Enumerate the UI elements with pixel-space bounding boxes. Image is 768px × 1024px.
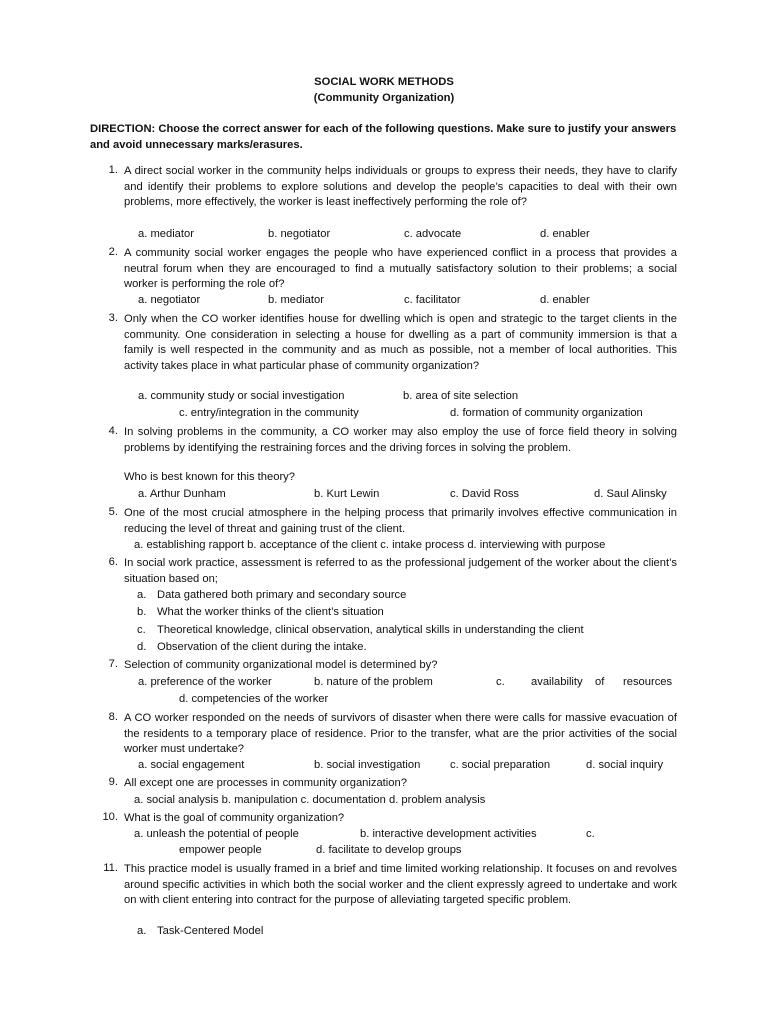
question-text: All except one are processes in community organization? <box>124 777 407 789</box>
option: a. Arthur Dunham <box>138 488 226 500</box>
question-number: 6. <box>108 556 118 568</box>
option: a. negotiator <box>138 294 201 306</box>
question-number: 10. <box>102 811 118 823</box>
options-line: a. establishing rapport b. acceptance of the client c. intake process d. interviewing with purpose <box>134 539 606 551</box>
option: a. preference of the worker <box>138 676 272 688</box>
question-text: What is the goal of community organization? <box>124 812 345 824</box>
question-number: 3. <box>108 312 118 324</box>
option: c. <box>586 828 595 840</box>
question-number: 1. <box>108 164 118 176</box>
option: a. social engagement <box>138 759 245 771</box>
question-text: One of the most crucial atmosphere in the helping process that primarily involves effective communication in reducing the level of threat and gaining trust of the client. <box>124 507 677 535</box>
question-text: Selection of community organizational model is determined by? <box>124 659 438 671</box>
option: c. advocate <box>404 228 462 240</box>
question-text: This practice model is usually framed in a brief and time limited working relationship. It focuses on and revolves around specific activities in which both the social worker and the client expressly agreed to undertake and work on with client entering into contract for the purpose of alleviating targeted specific problem. <box>124 863 677 906</box>
option: d. enabler <box>540 294 590 306</box>
list-item: Data gathered both primary and secondary source <box>157 589 407 601</box>
question-number: 11. <box>103 862 118 874</box>
option: b. Kurt Lewin <box>314 488 380 500</box>
question-text: In social work practice, assessment is referred to as the professional judgement of the worker about the client’s situation based on; <box>124 557 677 585</box>
document-title: SOCIAL WORK METHODS <box>314 76 454 88</box>
list-marker: a. <box>137 925 147 937</box>
option: b. mediator <box>268 294 324 306</box>
option: resources <box>623 676 673 688</box>
list-marker: d. <box>137 641 147 653</box>
option: d. facilitate to develop groups <box>316 844 462 856</box>
question-subtext: Who is best known for this theory? <box>124 471 295 483</box>
question-number: 4. <box>108 425 118 437</box>
question-text: Only when the CO worker identifies house for dwelling which is open and strategic to the target clients in the community. One consideration in selecting a house for dwelling as a part of community immersion is that a family is well respected in the community and as much as possible, not a member of local authorities. This activity takes place in what particular phase of community organization? <box>124 313 677 372</box>
option: a. unleash the potential of people <box>134 828 299 840</box>
question-number: 8. <box>108 711 118 723</box>
option: b. social investigation <box>314 759 421 771</box>
list-item: What the worker thinks of the client’s situation <box>157 606 384 618</box>
list-marker: a. <box>137 589 147 601</box>
option: a. mediator <box>138 228 194 240</box>
option: d. social inquiry <box>586 759 664 771</box>
option: b. interactive development activities <box>360 828 537 840</box>
option: d. Saul Alinsky <box>594 488 667 500</box>
option: d. formation of community organization <box>450 407 643 419</box>
option: c. David Ross <box>450 488 520 500</box>
list-marker: b. <box>137 606 147 618</box>
option: availability <box>531 676 583 688</box>
question-number: 7. <box>108 658 118 670</box>
directions: DIRECTION: Choose the correct answer for each of the following questions. Make sure to justify your answers and avoid unnecessary marks/erasures. <box>90 123 677 151</box>
question-text: A community social worker engages the people who have experienced conflict in a process that provides a neutral forum when they are encouraged to find a mutually satisfactory solution to their problems; a social worker is performing the role of? <box>124 247 677 290</box>
option: of <box>595 676 605 688</box>
option: c. facilitator <box>404 294 461 306</box>
list-item: Theoretical knowledge, clinical observation, analytical skills in understanding the client <box>157 624 584 636</box>
option: c. social preparation <box>450 759 551 771</box>
question-number: 9. <box>108 776 118 788</box>
option: c. entry/integration in the community <box>179 407 359 419</box>
option: d. enabler <box>540 228 590 240</box>
list-marker: c. <box>137 624 146 636</box>
document-subtitle: (Community Organization) <box>313 92 455 104</box>
question-number: 5. <box>108 506 118 518</box>
option: d. competencies of the worker <box>179 693 329 705</box>
options-line: a. social analysis b. manipulation c. documentation d. problem analysis <box>134 794 486 806</box>
list-item: Task-Centered Model <box>157 925 264 937</box>
option: c. <box>496 676 505 688</box>
option: a. community study or social investigation <box>138 390 345 402</box>
question-number: 2. <box>108 246 118 258</box>
option: b. negotiator <box>268 228 331 240</box>
option: empower people <box>179 844 262 856</box>
question-text: In solving problems in the community, a CO worker may also employ the use of force field theory in solving problems by identifying the restraining forces and the driving forces in solving the problem. <box>124 426 677 454</box>
question-text: A direct social worker in the community helps individuals or groups to express their needs, they have to clarify and identify their problems to explore solutions and develop the people’s capacities to deal with their own problems, more effectively, the worker is least ineffectively performing the role of? <box>124 165 677 208</box>
option: b. area of site selection <box>403 390 519 402</box>
option: b. nature of the problem <box>314 676 433 688</box>
list-item: Observation of the client during the intake. <box>157 641 367 653</box>
question-text: A CO worker responded on the needs of survivors of disaster when there were calls for massive evacuation of the residents to a temporary place of residence. Prior to the transfer, what are the prior activities of the social worker must undertake? <box>124 712 677 755</box>
